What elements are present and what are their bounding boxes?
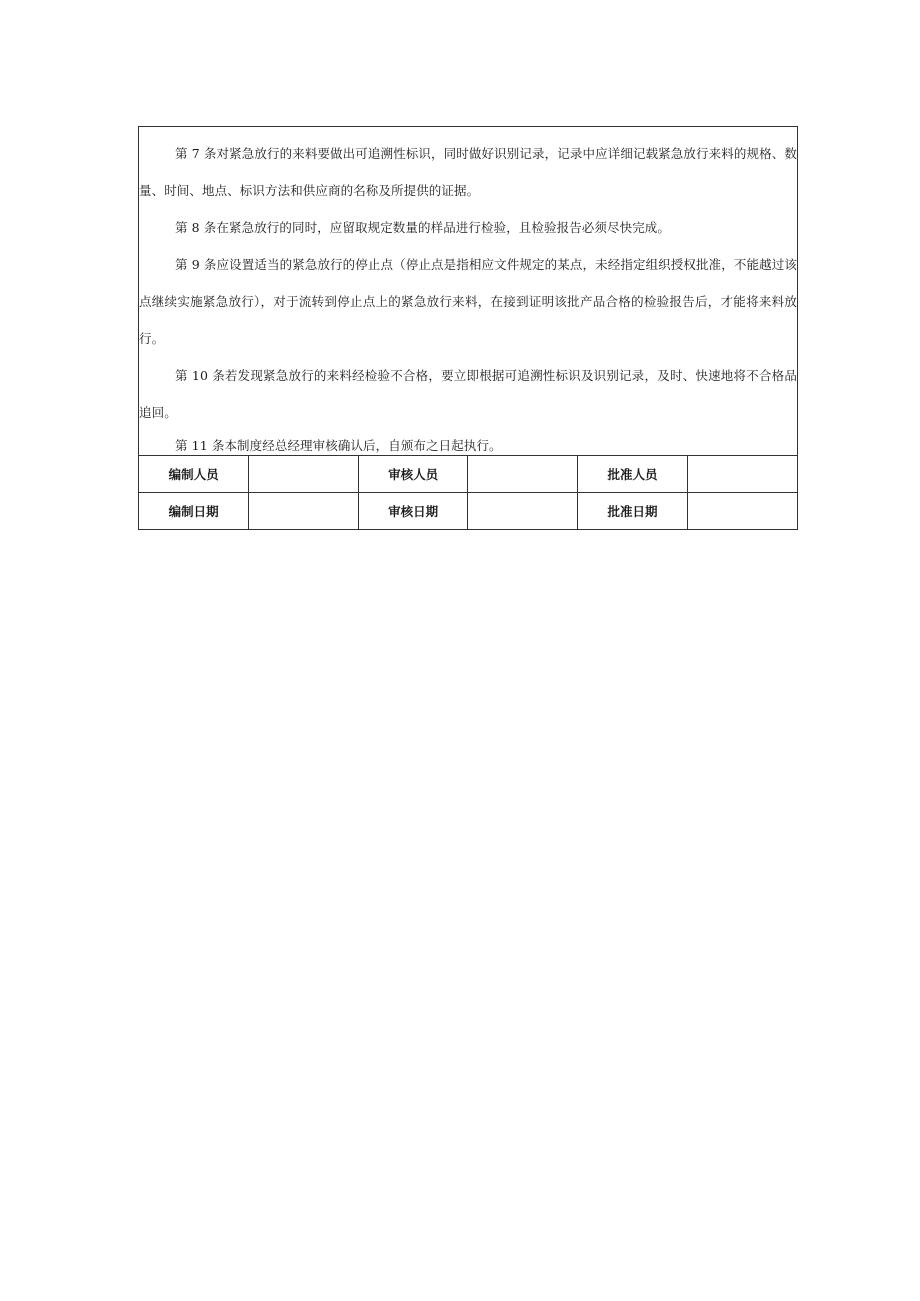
approver-label: 批准人员	[578, 456, 688, 493]
prepared-date-value[interactable]	[249, 493, 359, 530]
clause-8: 第 8 条在紧急放行的同时，应留取规定数量的样品进行检验，且检验报告必须尽快完成。	[175, 220, 671, 235]
clause-9: 第 9 条应设置适当的紧急放行的停止点（停止点是指相应文件规定的某点，未经指定组织授权批准，不能越过该点继续实施紧急放行），对于流转到停止点上的紧急放行来料，在接到证明该批产品合格的检验报告后，才能将来料放行。	[139, 257, 797, 346]
clause-7: 第 7 条对紧急放行的来料要做出可追溯性标识，同时做好识别记录，记录中应详细记载紧急放行来料的规格、数量、时间、地点、标识方法和供应商的名称及所提供的证据。	[139, 146, 797, 198]
preparer-label: 编制人员	[139, 456, 249, 493]
clause-10: 第 10 条若发现紧急放行的来料经检验不合格，要立即根据可追溯性标识及识别记录，及时、快速地将不合格品追回。	[139, 368, 797, 420]
signoff-table	[139, 455, 797, 529]
approver-value[interactable]	[687, 456, 797, 493]
signoff-row-personnel	[139, 456, 797, 493]
clauses-section	[139, 127, 797, 455]
reviewed-date-value[interactable]	[468, 493, 578, 530]
reviewed-date-label: 审核日期	[358, 493, 468, 530]
reviewer-label: 审核人员	[358, 456, 468, 493]
preparer-value[interactable]	[249, 456, 359, 493]
approved-date-value[interactable]	[687, 493, 797, 530]
regulation-document-box	[138, 126, 798, 530]
clause-11: 第 11 条本制度经总经理审核确认后，自颁布之日起执行。	[175, 438, 502, 453]
signoff-row-dates	[139, 493, 797, 530]
approved-date-label: 批准日期	[578, 493, 688, 530]
reviewer-value[interactable]	[468, 456, 578, 493]
prepared-date-label: 编制日期	[139, 493, 249, 530]
